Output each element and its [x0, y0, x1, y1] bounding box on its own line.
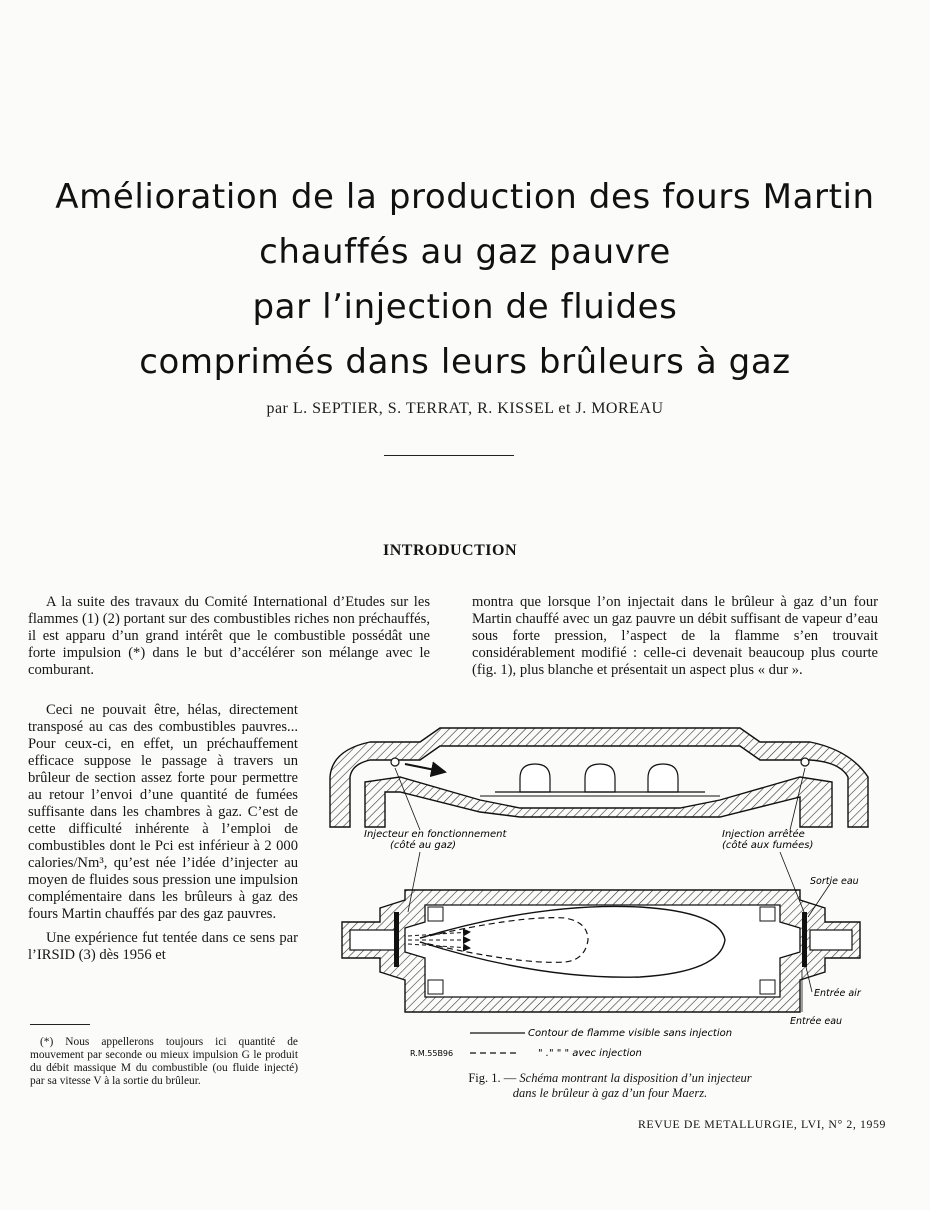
- injector-plate-right: [802, 912, 807, 967]
- burner-nozzle-left: [350, 930, 395, 950]
- gas-flow-arrow: [405, 764, 445, 772]
- figure-caption: [400, 1071, 820, 1101]
- paragraph: Ceci ne pouvait être, hélas, directement transposé au cas des combustibles pauvres... Pour ceux-ci, en effet, un préchauffement efficace suppose le passage à travers un brûleur de section assez forte pour permettre au retour l’envoi d’une quantité de fumées suffisante dans les chambres à gaz. C’est de cette difficulté inhérente à l’emploi de combustibles dont le Pci est inférieur à 2 000 calories/Nm³, qu’est née l’idée d’injecter au moyen de fluides sous pression une impulsion complémentaire dans les brûleurs à gaz des fours Martin chauffés par des gaz pauvres.: [28, 702, 298, 922]
- section-heading: INTRODUCTION: [382, 542, 517, 559]
- label-injection-off-sub: (côté aux fumées): [722, 840, 814, 851]
- paragraph: montra que lorsque l’on injectait dans le brûleur à gaz d’un four Martin chauffé avec un gaz pauvre un débit suffisant de vapeur d’eau sous forte pression, l’aspect de la flamme s’en trouvait considérablement modifié : celle-ci devenait beaucoup plus courte (fig. 1), plus blanche et présentait un aspect plus « dur ».: [472, 594, 878, 678]
- paragraph: Une expérience fut tentée dans ce sens par l’IRSID (3) dès 1956 et: [28, 930, 298, 963]
- body-column-left-narrow: [28, 702, 298, 964]
- title-line: par l’injection de fluides: [252, 287, 678, 327]
- legend-solid-label: Contour de flamme visible sans injection: [528, 1028, 733, 1039]
- label-injection-off: Injection arrêtée: [722, 829, 805, 840]
- label-water-in: Entrée eau: [790, 1016, 843, 1027]
- corner-block: [760, 907, 775, 921]
- charging-door: [520, 764, 550, 792]
- label-injector-on-sub: (côté au gaz): [390, 840, 457, 851]
- footnote-text: (*) Nous appellerons toujours ici quantité de mouvement par seconde ou mieux impulsion G le produit du débit massique M du combustible (ou fluide injecté) par sa vitesse V à la sortie du brûleur.: [30, 1036, 298, 1087]
- label-air-in: Entrée air: [814, 988, 861, 999]
- burner-nozzle-right: [810, 930, 852, 950]
- leader-line: [395, 768, 420, 830]
- burner-chamber: [405, 905, 800, 997]
- author-line: par L. SEPTIER, S. TERRAT, R. KISSEL et J. MOREAU: [266, 400, 664, 417]
- caption-text: dans le brûleur à gaz d’un four Maerz.: [512, 1086, 708, 1100]
- corner-block: [428, 907, 443, 921]
- article-title: [0, 170, 930, 390]
- title-divider: [384, 455, 514, 456]
- title-line: Amélioration de la production des fours Martin: [55, 177, 875, 217]
- figure-reference-code: R.M.55B96: [410, 1049, 454, 1058]
- corner-block: [428, 980, 443, 994]
- caption-prefix: Fig. 1. —: [468, 1071, 517, 1085]
- corner-block: [760, 980, 775, 994]
- injector-plate-left: [394, 912, 399, 967]
- burner-diagram: [320, 722, 880, 1062]
- footnote-rule: [30, 1024, 90, 1025]
- label-injector-on: Injecteur en fonctionnement: [364, 829, 507, 840]
- charging-door: [585, 764, 615, 792]
- injector-marker-right: [801, 758, 809, 766]
- body-column-left-top: [28, 594, 430, 679]
- body-column-right: [472, 594, 878, 679]
- footnote: [30, 1036, 298, 1088]
- injector-marker-left: [391, 758, 399, 766]
- legend-dashed-label: " ." " " avec injection: [538, 1048, 642, 1059]
- title-line: chauffés au gaz pauvre: [259, 232, 671, 272]
- charging-door: [648, 764, 678, 792]
- journal-footer: REVUE DE METALLURGIE, LVI, N° 2, 1959: [637, 1117, 886, 1131]
- paragraph: A la suite des travaux du Comité International d’Etudes sur les flammes (1) (2) portant sur des combustibles riches non préchauffés, il est apparu d’un grand intérêt que le combustible possédât une forte impulsion (*) dans le but d’accélérer son mélange avec le comburant.: [28, 594, 430, 678]
- label-water-out: Sortie eau: [810, 876, 859, 887]
- title-line: comprimés dans leurs brûleurs à gaz: [139, 342, 791, 382]
- caption-text: Schéma montrant la disposition d’un injecteur: [519, 1071, 752, 1085]
